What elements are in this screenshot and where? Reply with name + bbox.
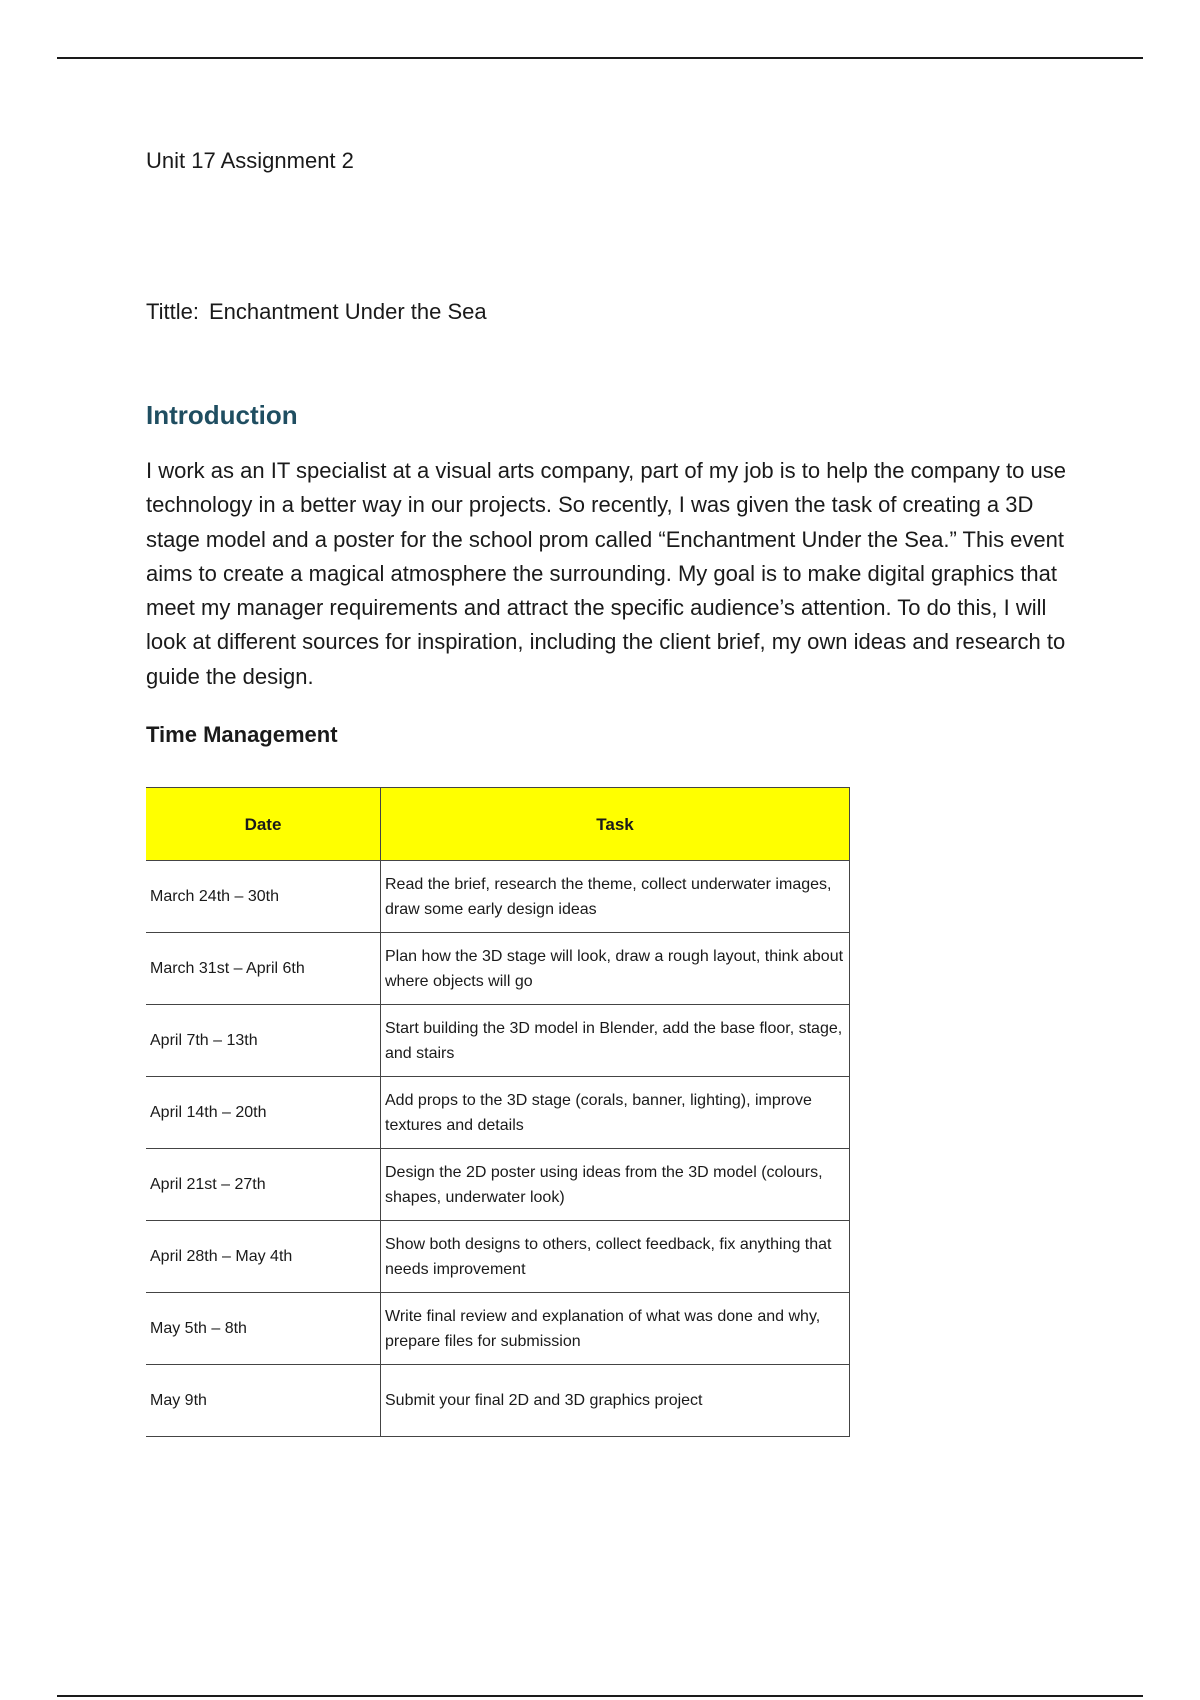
title-label: Tittle:	[146, 299, 199, 324]
date-cell: April 28th – May 4th	[146, 1221, 381, 1293]
footer-rule	[57, 1695, 1143, 1697]
task-column-header: Task	[381, 788, 850, 861]
date-cell: April 21st – 27th	[146, 1149, 381, 1221]
table-row	[146, 1077, 850, 1149]
date-cell: March 24th – 30th	[146, 861, 381, 933]
table-row	[146, 1149, 850, 1221]
introduction-paragraph: I work as an IT specialist at a visual arts company, part of my job is to help the company to use technology in a better way in our projects. So recently, I was given the task of creating a 3D stage model and a poster for the school prom called “Enchantment Under the Sea.” This event aims to create a magical atmosphere the surrounding. My goal is to make digital graphics that meet my manager requirements and attract the specific audience’s attention. To do this, I will look at different sources for inspiration, including the client brief, my own ideas and research to guide the design.	[146, 458, 1066, 689]
task-cell: Start building the 3D model in Blender, add the base floor, stage, and stairs	[381, 1005, 850, 1077]
table-row	[146, 1221, 850, 1293]
task-cell: Show both designs to others, collect feedback, fix anything that needs improvement	[381, 1221, 850, 1293]
header-rule	[57, 57, 1143, 59]
table-row	[146, 1005, 850, 1077]
task-cell: Design the 2D poster using ideas from the 3D model (colours, shapes, underwater look)	[381, 1149, 850, 1221]
introduction-heading: Introduction	[146, 400, 298, 430]
date-cell: April 14th – 20th	[146, 1077, 381, 1149]
date-cell: March 31st – April 6th	[146, 933, 381, 1005]
schedule-table	[146, 787, 850, 1437]
title-line	[146, 297, 487, 327]
task-cell: Add props to the 3D stage (corals, banner, lighting), improve textures and details	[381, 1077, 850, 1149]
time-management-heading: Time Management	[146, 722, 338, 747]
date-cell: May 9th	[146, 1365, 381, 1437]
schedule-header-row	[146, 788, 850, 861]
date-column-header: Date	[146, 788, 381, 861]
table-row	[146, 861, 850, 933]
title-value: Enchantment Under the Sea	[208, 299, 487, 324]
date-cell: April 7th – 13th	[146, 1005, 381, 1077]
date-cell: May 5th – 8th	[146, 1293, 381, 1365]
table-row	[146, 1365, 850, 1437]
task-cell: Write final review and explanation of what was done and why, prepare files for submission	[381, 1293, 850, 1365]
task-cell: Submit your final 2D and 3D graphics project	[381, 1365, 850, 1437]
task-cell: Plan how the 3D stage will look, draw a rough layout, think about where objects will go	[381, 933, 850, 1005]
unit-line: Unit 17 Assignment 2	[146, 148, 354, 173]
table-row	[146, 1293, 850, 1365]
task-cell: Read the brief, research the theme, collect underwater images, draw some early design ideas	[381, 861, 850, 933]
table-row	[146, 933, 850, 1005]
